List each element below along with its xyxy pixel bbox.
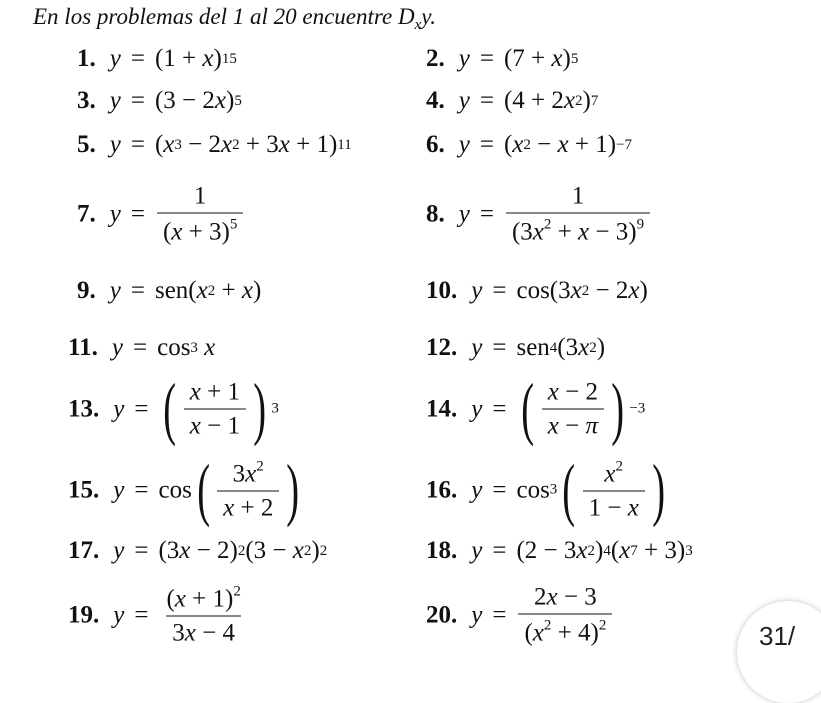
- problem-6: [426, 131, 632, 159]
- problem-number: 11 .: [68, 334, 98, 362]
- problem-expression: y = (7 + x ) 5: [458, 45, 579, 72]
- problem-expression: y = $\frac{1}{(3x^2 + x - 3)^9}$: [459, 183, 652, 246]
- problem-number: 1 .: [77, 45, 96, 73]
- problem-expression: y = $\frac{1}{(x + 3)^5}$: [110, 183, 246, 246]
- page-indicator-badge[interactable]: [737, 601, 821, 703]
- problem-4: [426, 87, 598, 115]
- instructions-end: .: [430, 4, 436, 29]
- problem-12: [426, 334, 605, 362]
- problem-number: 20 .: [426, 601, 457, 629]
- problem-expression: y = sen( x 2 + x ): [109, 277, 262, 304]
- problem-expression: y = (4 + 2 x 2 ) 7: [458, 87, 599, 114]
- problem-1: [77, 45, 237, 73]
- problem-expression: y = cos 3 ( $\frac{x^2}{1 - x}$ ): [471, 451, 665, 529]
- problem-20: [426, 584, 614, 647]
- problem-10: [426, 277, 648, 305]
- problem-number: 4 .: [426, 87, 445, 115]
- problem-number: 6 .: [426, 131, 445, 159]
- problem-expression: y = $\frac{(x + 1)^2}{3x - 4}$: [113, 583, 241, 646]
- problem-15: [68, 451, 305, 529]
- problem-number: 14 .: [426, 395, 457, 423]
- problem-5: [77, 131, 352, 159]
- problem-number: 15 .: [68, 476, 99, 504]
- problem-expression: y = $\frac{2x - 3}{(x^2 + 4)^2}$: [471, 584, 614, 647]
- problem-3: [77, 87, 242, 115]
- problem-number: 7 .: [77, 200, 96, 228]
- problem-17: [68, 537, 327, 565]
- derivative-operator: D: [397, 4, 415, 29]
- problem-number: 17 .: [68, 537, 99, 565]
- problem-number: 16 .: [426, 476, 457, 504]
- problem-expression: y = ( $\frac{x - 2}{x - \pi}$ ) −3: [471, 370, 646, 448]
- problem-expression: y = (3 − 2 x ) 5: [109, 87, 242, 114]
- problem-number: 12 .: [426, 334, 457, 362]
- problem-number: 5 .: [77, 131, 96, 159]
- problem-expression: y = cos 3 x: [111, 334, 216, 361]
- page-indicator-text: 31/: [759, 621, 796, 651]
- instructions-heading: [33, 4, 436, 34]
- problem-number: 19 .: [68, 601, 99, 629]
- problem-7: [77, 183, 245, 246]
- problem-16: [426, 451, 670, 529]
- derivative-variable: y: [421, 4, 431, 29]
- problem-number: 18 .: [426, 537, 457, 565]
- problem-expression: y = ( x 2 − x + 1) −7: [458, 131, 633, 158]
- derivative-subscript: x: [414, 17, 422, 33]
- problem-2: [426, 45, 578, 73]
- problem-expression: y = cos ( $\frac{3x^2}{x + 2}$ ): [113, 451, 300, 529]
- problem-number: 10 .: [426, 277, 457, 305]
- problem-number: 13 .: [68, 395, 99, 423]
- problem-expression: y = sen 4 (3 x 2 ): [471, 334, 606, 361]
- problem-number: 8 .: [426, 200, 445, 228]
- problem-9: [77, 277, 261, 305]
- problem-number: 9 .: [77, 277, 96, 305]
- problem-expression: y = (1 + x ) 15: [109, 45, 237, 72]
- problem-13: [68, 370, 279, 448]
- problem-expression: y = (3 x − 2) 2 (3 − x 2 ) 2: [113, 537, 328, 564]
- problem-expression: y = ( x 3 − 2 x 2 + 3 x + 1) 11: [109, 131, 352, 158]
- problem-19: [68, 584, 249, 647]
- problem-8: [426, 183, 652, 246]
- problem-11: [68, 334, 215, 362]
- problem-expression: y = (2 − 3 x 2 ) 4 ( x 7 + 3) 3: [471, 537, 693, 564]
- problem-number: 3 .: [77, 87, 96, 115]
- problem-number: 2 .: [426, 45, 445, 73]
- problem-expression: y = cos(3 x 2 − 2 x ): [471, 277, 648, 304]
- problem-14: [426, 370, 646, 448]
- problem-expression: y = ( $\frac{x + 1}{x - 1}$ ) 3: [113, 370, 279, 448]
- instructions-text: En los problemas del 1 al 20 encuentre: [33, 4, 398, 29]
- problem-18: [426, 537, 693, 565]
